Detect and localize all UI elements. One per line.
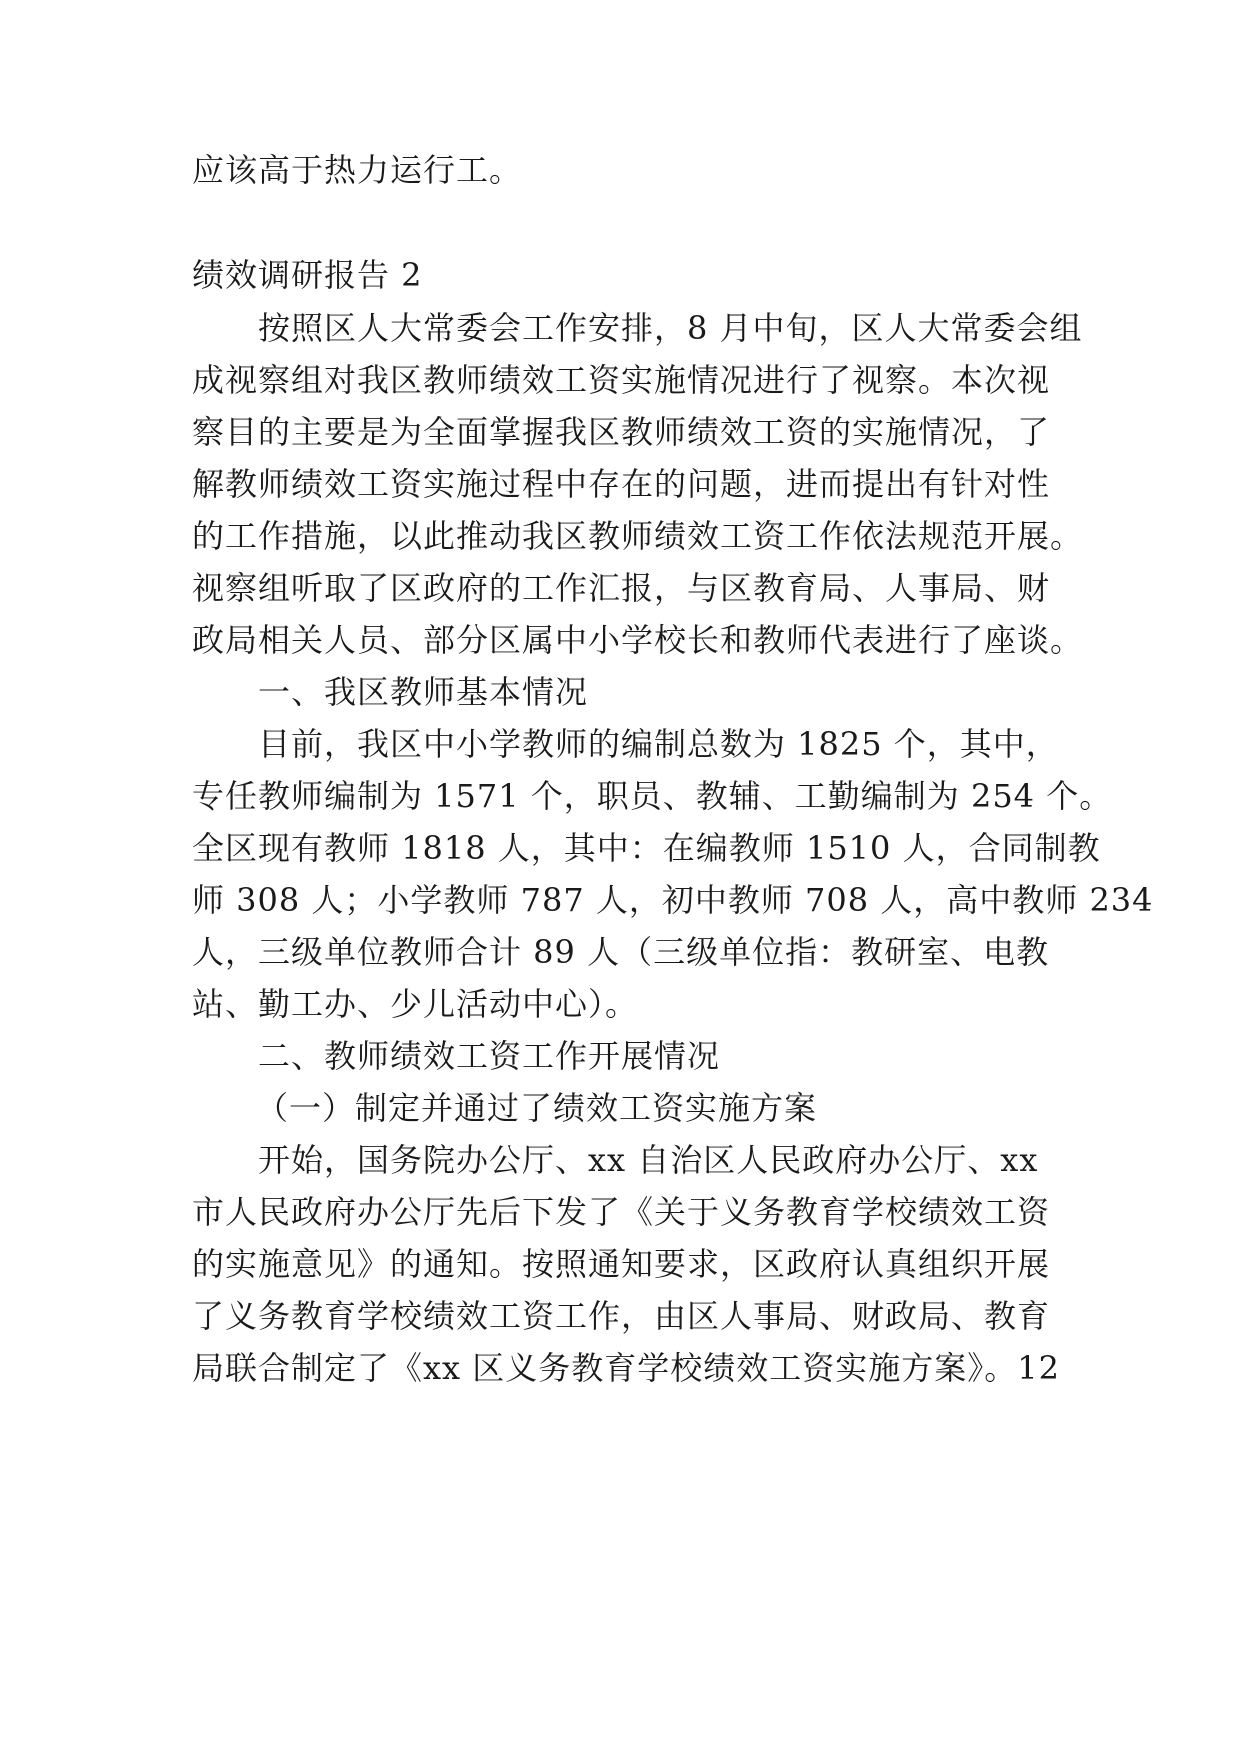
section-title: 绩效调研报告 2 [192, 256, 423, 294]
paragraph-line: 按照区人大常委会工作安排，8 月中旬，区人大常委会组 [258, 309, 1083, 347]
paragraph-line: 人，三级单位教师合计 89 人（三级单位指：教研室、电教 [192, 933, 1050, 971]
paragraph-line: 开始，国务院办公厅、xx 自治区人民政府办公厅、xx [258, 1141, 1039, 1179]
section-heading: 二、教师绩效工资工作开展情况 [258, 1037, 721, 1075]
paragraph-line: 全区现有教师 1818 人，其中：在编教师 1510 人，合同制教 [192, 829, 1101, 867]
paragraph-line: 专任教师编制为 1571 个，职员、教辅、工勤编制为 254 个。 [192, 777, 1113, 815]
paragraph-line: 站、勤工办、少儿活动中心）。 [192, 985, 639, 1023]
paragraph-line: 的实施意见》的通知。按照通知要求，区政府认真组织开展 [192, 1245, 1051, 1283]
paragraph-line: 目前，我区中小学教师的编制总数为 1825 个，其中， [258, 725, 1059, 763]
section-heading: 一、我区教师基本情况 [258, 673, 589, 711]
paragraph-line: 政局相关人员、部分区属中小学校长和教师代表进行了座谈。 [192, 621, 1084, 659]
text-line: 应该高于热力运行工。 [192, 151, 523, 189]
paragraph-line: 师 308 人；小学教师 787 人，初中教师 708 人，高中教师 234 [192, 881, 1154, 919]
paragraph-line: 了义务教育学校绩效工资工作，由区人事局、财政局、教育 [192, 1297, 1051, 1335]
paragraph-line: 察目的主要是为全面掌握我区教师绩效工资的实施情况，了 [192, 413, 1051, 451]
subsection-heading: （一）制定并通过了绩效工资实施方案 [256, 1089, 818, 1127]
paragraph-line: 成视察组对我区教师绩效工资实施情况进行了视察。本次视 [192, 361, 1051, 399]
paragraph-line: 视察组听取了区政府的工作汇报，与区教育局、人事局、财 [192, 569, 1051, 607]
paragraph-line: 的工作措施，以此推动我区教师绩效工资工作依法规范开展。 [192, 517, 1084, 555]
paragraph-line: 局联合制定了《xx 区义务教育学校绩效工资实施方案》。12 [192, 1349, 1060, 1387]
paragraph-line: 市人民政府办公厅先后下发了《关于义务教育学校绩效工资 [192, 1193, 1051, 1231]
paragraph-line: 解教师绩效工资实施过程中存在的问题，进而提出有针对性 [192, 465, 1051, 503]
